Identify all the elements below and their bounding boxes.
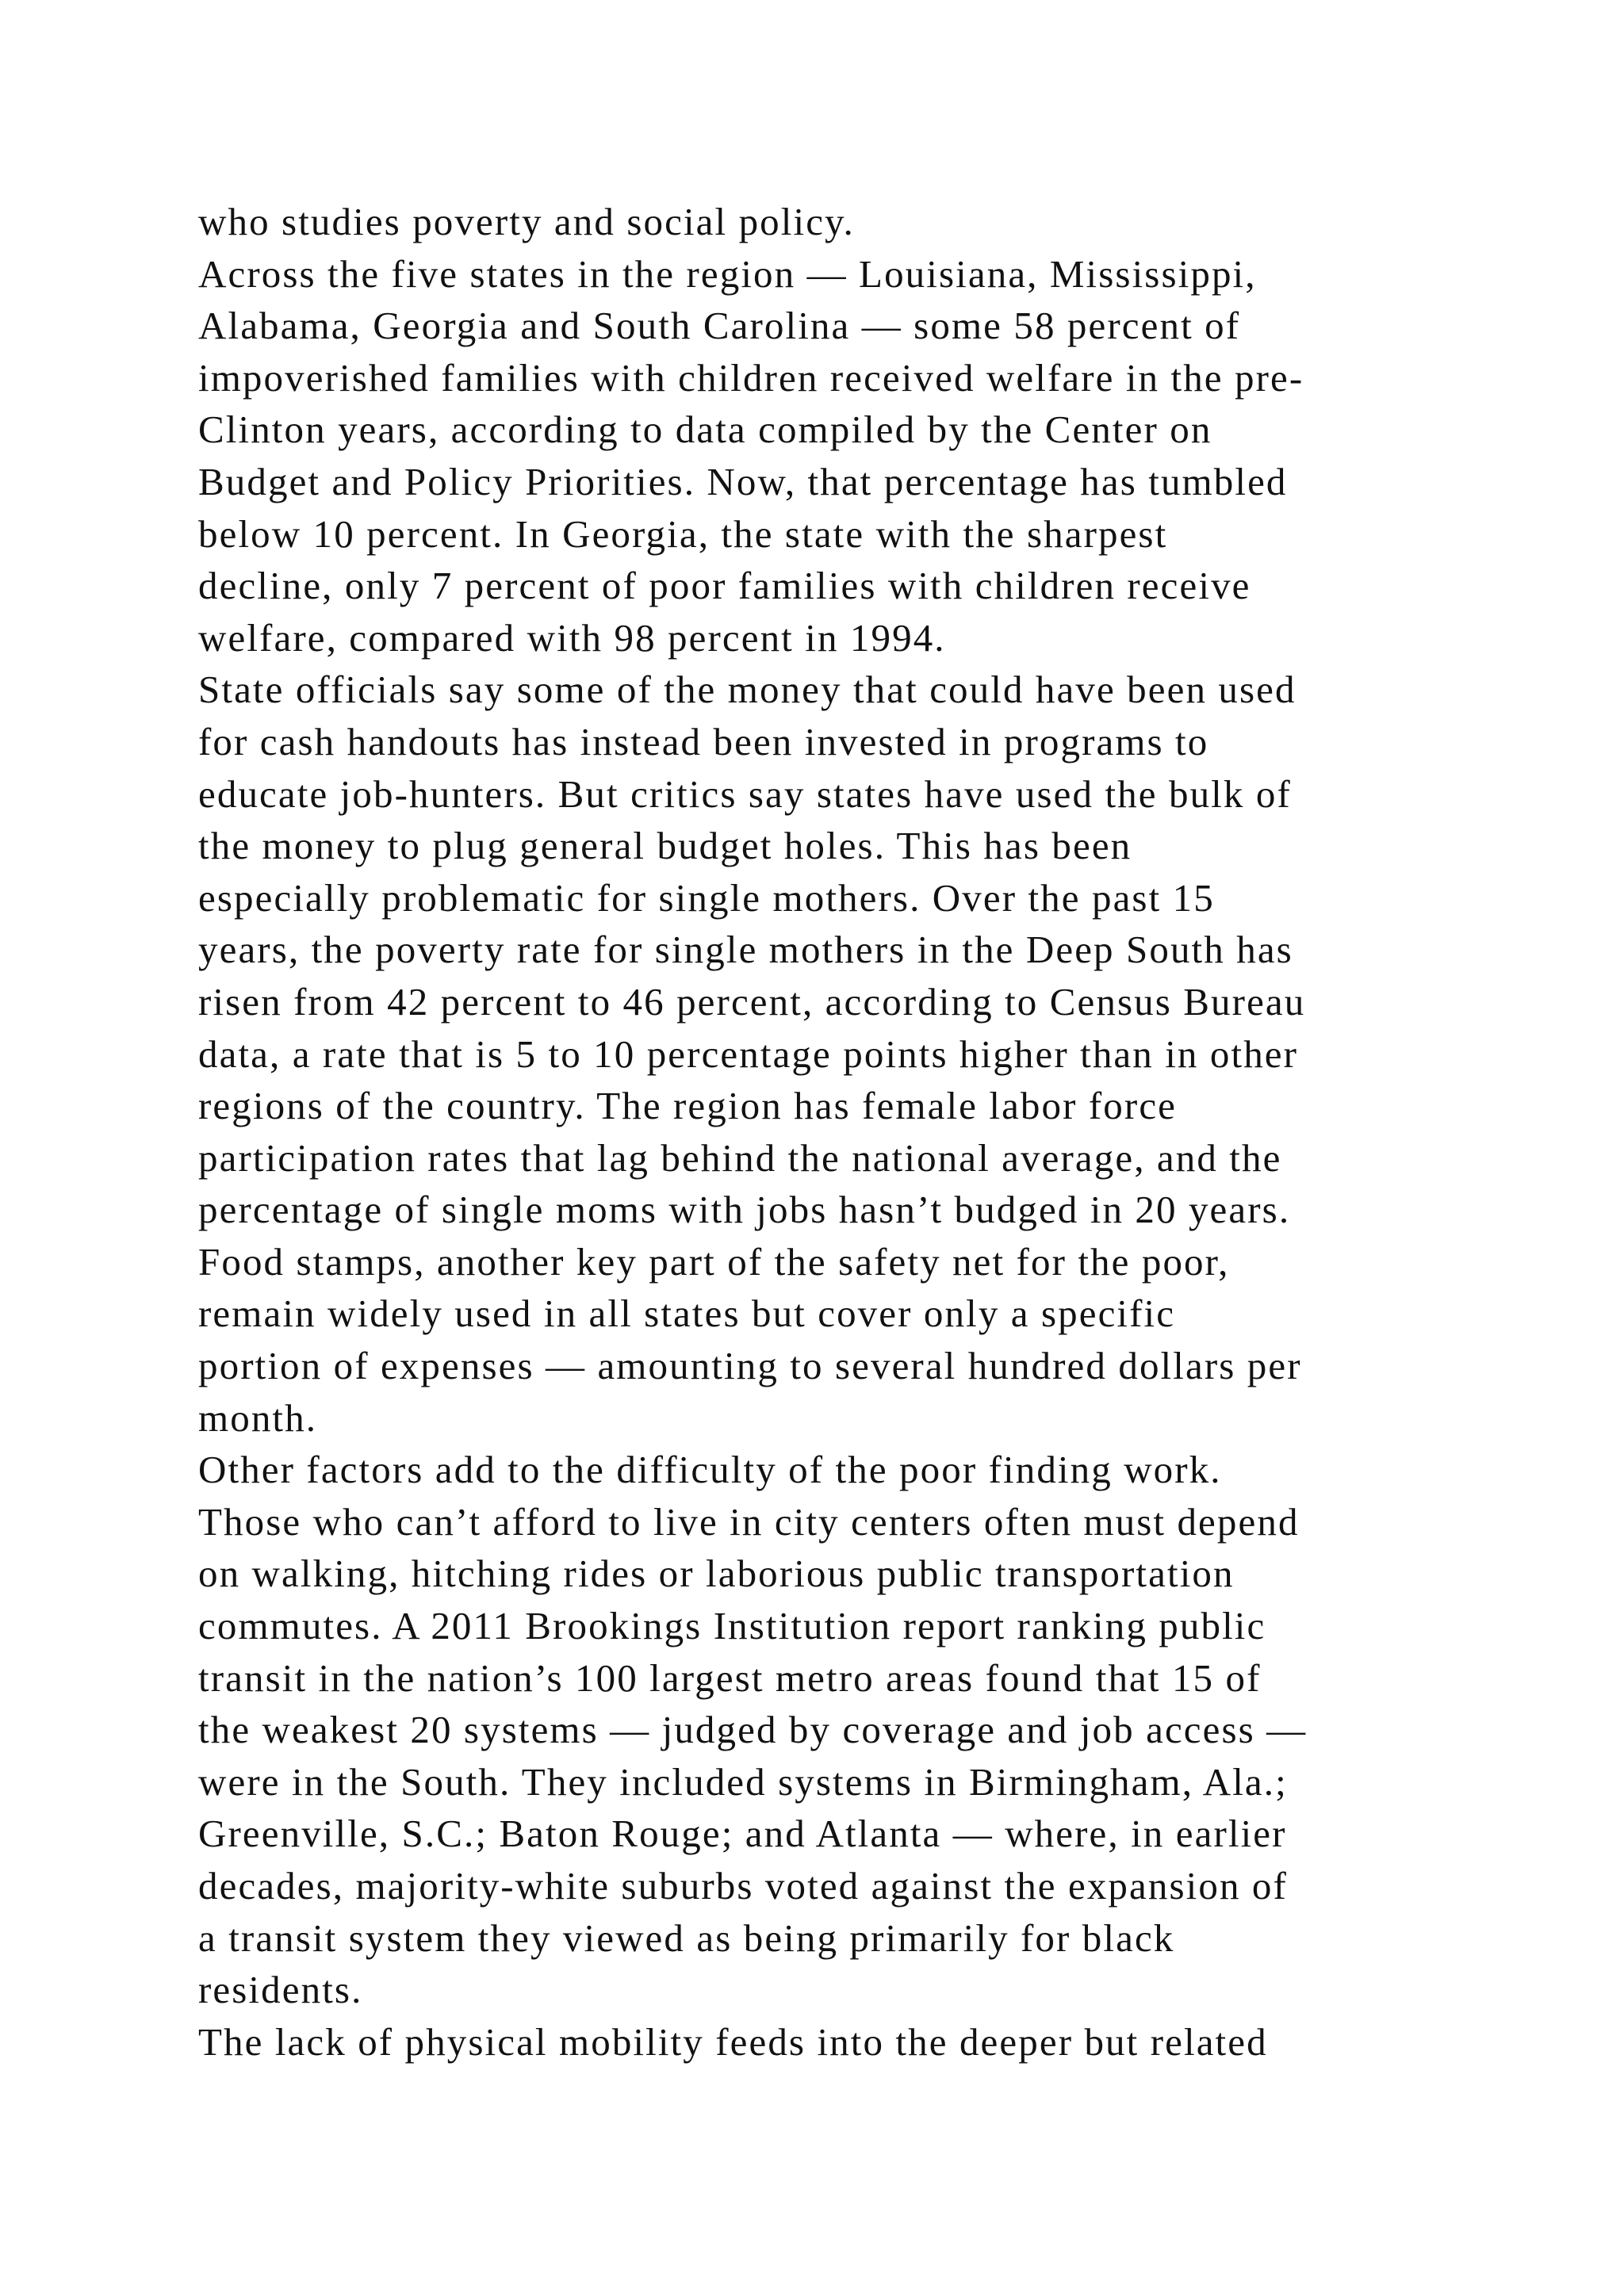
text-line: regions of the country. The region has female labor force — [198, 1084, 1178, 1128]
text-line: the money to plug general budget holes. This has been — [198, 824, 1132, 868]
text-line: The lack of physical mobility feeds into the deeper but related — [198, 2019, 1268, 2064]
text-line: Budget and Policy Priorities. Now, that percentage has tumbled — [198, 459, 1288, 503]
text-line: especially problematic for single mothers. Over the past 15 — [198, 875, 1215, 920]
text-line: commutes. A 2011 Brookings Institution report ranking public — [198, 1604, 1266, 1648]
text-line: impoverished families with children received welfare in the pre- — [198, 355, 1304, 400]
text-line: educate job-hunters. But critics say states have used the bulk of — [198, 771, 1292, 816]
text-line: a transit system they viewed as being primarily for black — [198, 1915, 1175, 1960]
text-line: risen from 42 percent to 46 percent, according to Census Bureau — [198, 979, 1306, 1024]
text-line: percentage of single moms with jobs hasn’t budged in 20 years. — [198, 1188, 1291, 1232]
text-line: on walking, hitching rides or laborious public transportation — [198, 1552, 1235, 1596]
text-line: Other factors add to the difficulty of the poor finding work. — [198, 1448, 1222, 1492]
text-line: the weakest 20 systems — judged by coverage and job access — — [198, 1708, 1308, 1752]
text-line: welfare, compared with 98 percent in 1994. — [198, 615, 946, 660]
text-line: Alabama, Georgia and South Carolina — some 58 percent of — [198, 304, 1241, 348]
text-line: Clinton years, according to data compiled by the Center on — [198, 408, 1212, 452]
text-line: who studies poverty and social policy. — [198, 200, 855, 243]
text-line: were in the South. They included systems in Birmingham, Ala.; — [198, 1759, 1288, 1804]
body-text — [198, 196, 1467, 2068]
text-line: Across the five states in the region — Louisiana, Mississippi, — [198, 251, 1257, 296]
text-line: transit in the nation’s 100 largest metro areas found that 15 of — [198, 1655, 1262, 1700]
text-line: for cash handouts has instead been invested in programs to — [198, 719, 1209, 763]
text-line: portion of expenses — amounting to several hundred dollars per — [198, 1344, 1302, 1388]
text-line: years, the poverty rate for single mothers in the Deep South has — [198, 928, 1293, 972]
text-line: Those who can’t afford to live in city centers often must depend — [198, 1499, 1300, 1544]
text-line: below 10 percent. In Georgia, the state with the sharpest — [198, 511, 1168, 556]
text-line: Food stamps, another key part of the safety net for the poor, — [198, 1239, 1230, 1284]
text-line: data, a rate that is 5 to 10 percentage points higher than in other — [198, 1031, 1299, 1076]
text-line: decline, only 7 percent of poor families with children receive — [198, 564, 1251, 608]
text-line: residents. — [198, 1968, 363, 2012]
text-line: Greenville, S.C.; Baton Rouge; and Atlanta — where, in earlier — [198, 1812, 1287, 1856]
text-line: decades, majority-white suburbs voted against the expansion of — [198, 1864, 1288, 1908]
text-line: participation rates that lag behind the national average, and the — [198, 1135, 1282, 1180]
text-line: State officials say some of the money that could have been used — [198, 668, 1297, 712]
text-line: month. — [198, 1395, 318, 1440]
text-line: remain widely used in all states but cover only a specific — [198, 1292, 1176, 1336]
